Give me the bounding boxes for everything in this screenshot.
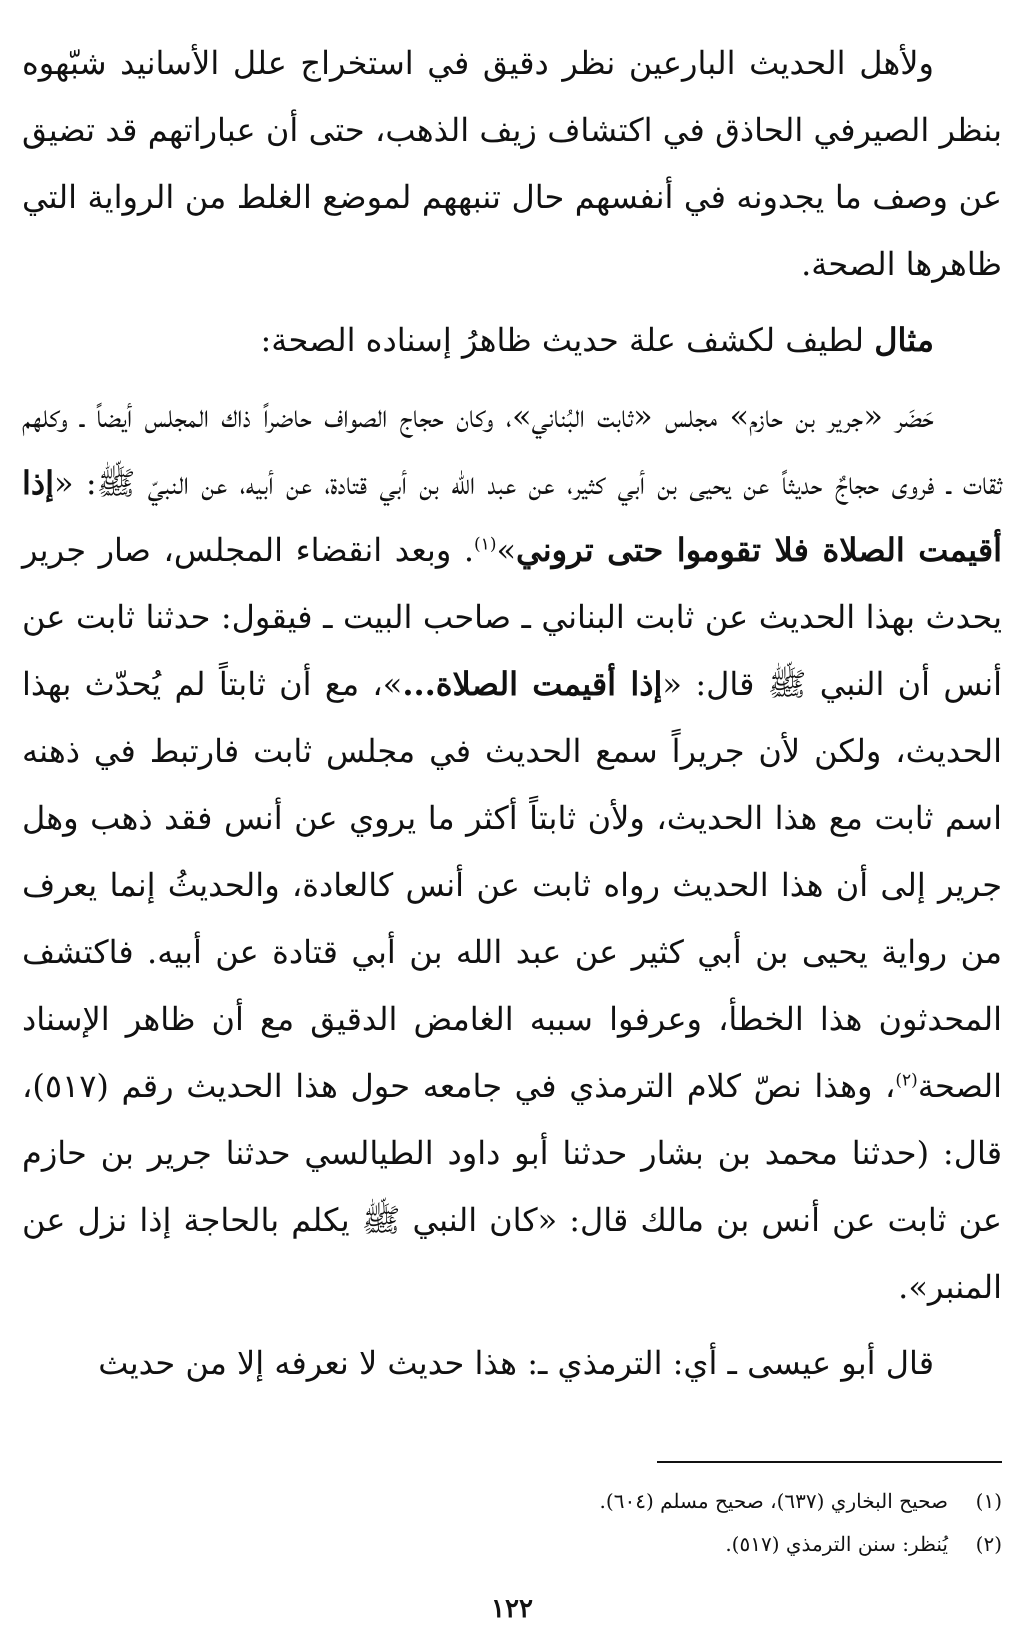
page-number: ١٢٢: [491, 1594, 533, 1624]
footnotes: [22, 1480, 1002, 1566]
story-text-f: »، مع أن ثابتاً لم يُحدّث بهذا الحديث، ولكن لأن جريراً سمع الحديث في مجلس ثابت فارتبط في ذهنه اسم ثابت مع هذا الحديث، ولأن ثابتاً أكثر ما يروي عن أنس فقد ذهب وهل جرير إلى أن هذا الحديث رواه ثابت عن أنس كالعادة، والحديثُ إنما يعرف من رواية يحيى بن أبي كثير عن عبد الله بن أبي قتادة عن أبيه. فاكتشف المحدثون هذا الخطأ، وعرفوا سببه الغامض الدقيق مع أن ظاهر الإسناد الصحة: [22, 665, 1003, 1105]
footnote-1: [22, 1480, 1002, 1523]
hadith-quote-2: إذا أقيمت الصلاة...: [402, 665, 663, 703]
footnote-number: (٢): [975, 1532, 1002, 1556]
story-text-a: حَضَر «جرير بن حازم» مجلس «ثابت البُناني»، وكان حجاج الصواف حاضراً ذاك المجلس أيضاً ـ وكلهم ثقات ـ فروى حجاجٌ حديثاً عن يحيى بن أبي كثير، عن عبد الله بن أبي قتادة، عن أبيه، عن النبيّ ﷺ: «: [22, 397, 1002, 502]
example-label: مثال: [874, 321, 934, 359]
footnote-text: صحيح البخاري (٦٣٧)، صحيح مسلم (٦٠٤).: [599, 1489, 948, 1513]
footnote-ref-2[interactable]: (٢): [895, 1070, 918, 1091]
paragraph-tirmidhi: قال أبو عيسى ـ أي: الترمذي ـ: هذا حديث لا نعرفه إلا من حديث: [98, 1344, 934, 1382]
story-text-c: »: [496, 531, 517, 569]
paragraph-example-heading: [22, 307, 1002, 374]
footnote-text: يُنظر: سنن الترمذي (٥١٧).: [725, 1532, 948, 1556]
paragraph-intro: ولأهل الحديث البارعين نظر دقيق في استخراج علل الأسانيد شبّهوه بنظر الصيرفي الحاذق في اكتشاف زيف الذهب، حتى أن عباراتهم قد تضيق عن وصف ما يجدونه في أنفسهم حال تنبههم لموضع الغلط من الرواية التي ظاهرها الصحة.: [22, 44, 1002, 283]
example-heading-text: لطيف لكشف علة حديث ظاهرُ إسناده الصحة:: [260, 321, 875, 359]
footnote-divider: [657, 1461, 1002, 1463]
footnote-ref-1[interactable]: (١): [474, 534, 497, 555]
paragraph-story: [22, 383, 1002, 1321]
story-text-d: . وبعد انقضاء المجلس، صار جرير يحدث بهذا الحديث عن ثابت البناني ـ صاحب البيت ـ فيقول: حدثنا ثابت عن أنس أن النبي ﷺ قال: «: [22, 531, 1003, 703]
footnote-2: [22, 1523, 1002, 1566]
hadith-quote-1: إذا أقيمت الصلاة فلا تقوموا حتى تروني: [22, 464, 1003, 569]
story-text-g: ، وهذا نصّ كلام الترمذي في جامعه حول هذا الحديث رقم (٥١٧)، قال: (حدثنا محمد بن بشار حدثنا أبو داود الطيالسي حدثنا جرير بن حازم عن ثابت عن أنس بن مالك قال: «كان النبي ﷺ يكلم بالحاجة إذا نزل عن المنبر».: [22, 1067, 1003, 1306]
footnote-number: (١): [975, 1489, 1002, 1513]
main-text: [22, 30, 1002, 1397]
